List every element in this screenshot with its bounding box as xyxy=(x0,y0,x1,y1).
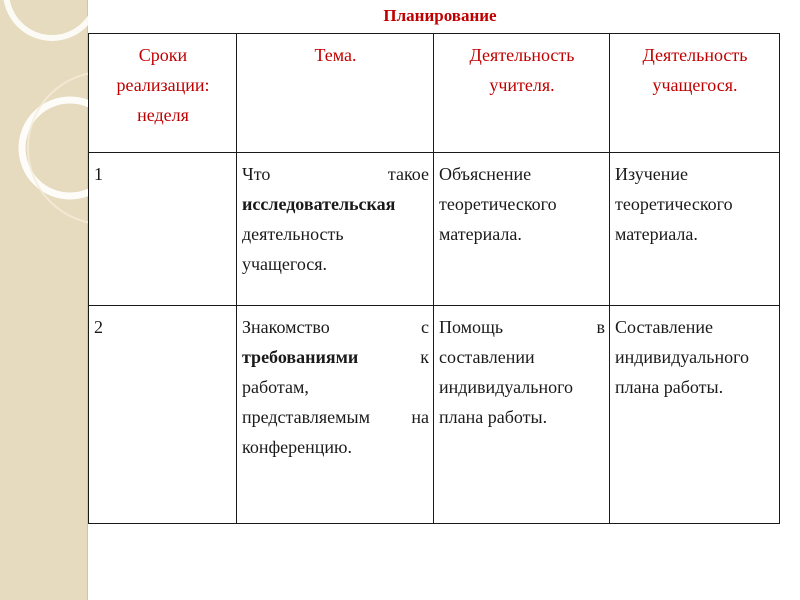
cell-topic xyxy=(237,305,434,523)
topic-text: деятельность учащегося. xyxy=(242,224,344,275)
table-row xyxy=(89,153,780,305)
topic-bold-text: исследовательская xyxy=(242,194,396,215)
table-header-row xyxy=(89,34,780,153)
header-cell-week: Сроки реализации: неделя xyxy=(89,34,237,153)
cell-teacher: Помощь в составлении индивидуального плана работы. xyxy=(434,305,610,523)
decorative-circle-outer xyxy=(28,72,88,224)
header-cell-topic: Тема. xyxy=(237,34,434,153)
page-title: Планирование xyxy=(383,6,497,25)
table-row xyxy=(89,305,780,523)
cell-student: Составление индивидуального плана работы. xyxy=(610,305,780,523)
header-cell-student: Деятельность учащегося. xyxy=(610,34,780,153)
planning-table xyxy=(88,33,780,524)
topic-text: к работам, представляемым на конференцию. xyxy=(242,346,429,457)
header-cell-teacher: Деятельность учителя. xyxy=(434,34,610,153)
topic-bold-text: требованиями xyxy=(242,346,359,367)
cell-teacher: Объяснение теоретического материала. xyxy=(434,153,610,305)
decorative-circle-middle xyxy=(22,100,88,196)
cell-week: 2 xyxy=(89,305,237,523)
cell-student: Изучение теоретического материала. xyxy=(610,153,780,305)
cell-week: 1 xyxy=(89,153,237,305)
decorative-circles xyxy=(0,0,88,600)
topic-text: Знакомство с xyxy=(242,316,429,337)
cell-topic xyxy=(237,153,434,305)
topic-text: Что такое xyxy=(242,164,429,185)
